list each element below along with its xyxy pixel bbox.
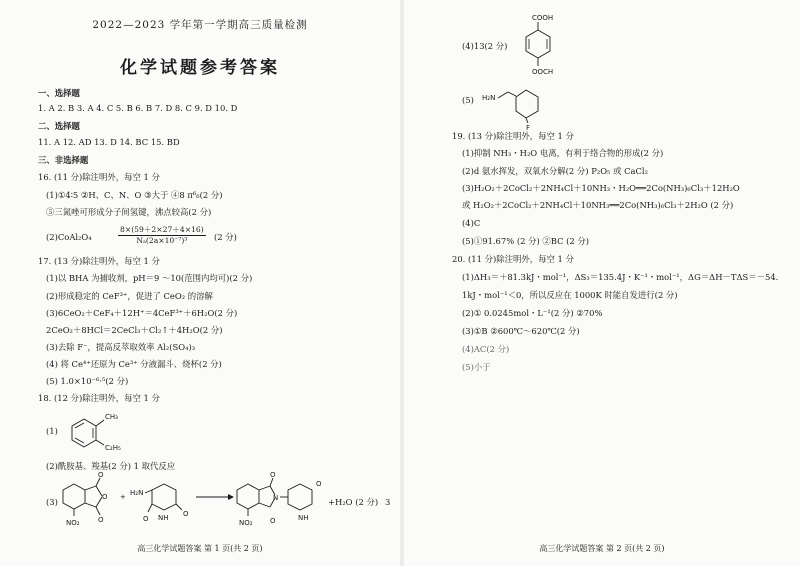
q16-part1: (1)①4∶5 ②H、C、N、O ③大于 ④8 π⁶₆(2 分) [46,190,223,200]
choice-answers: 1. A 2. B 3. A 4. C 5. B 6. B 7. D 8. C 9. D 10. D [38,103,238,113]
formyloxybenzoic-acid-structure [512,12,582,84]
aminoglutarimide [130,484,189,523]
q19-line5: (4)C [462,218,481,228]
q18-part3-label: (3) [46,497,58,507]
q20-line1: (1)ΔH₃＝＋81.3kJ・mol⁻¹，ΔS₃＝135.4J・K⁻¹・mol⁻¹，ΔG＝ΔH－TΔS＝－54. [462,272,779,282]
q18-part3-number: 3 [385,497,391,507]
svg-text:NH: NH [158,514,169,522]
svg-text:NO₂: NO₂ [66,519,80,527]
ethyl-label: C₂H₅ [105,444,121,452]
svg-text:NH: NH [298,514,309,522]
svg-text:H₂N: H₂N [130,489,144,497]
answer-page-2 [404,0,800,566]
svg-text:+: + [120,493,126,501]
q16-part1-note: ⑤三氮唑可形成分子间氢键，沸点较高(2 分) [46,207,212,217]
svg-text:O: O [98,471,104,479]
nitrophthalic-anhydride [63,471,108,527]
density-fraction [118,225,206,246]
page-title: 化学试题参考答案 [120,58,280,78]
q17-line2: (2)形成稳定的 CeF³⁺，促进了 CeO₂ 的溶解 [46,291,213,301]
q17-line3: (3)6CeO₂＋CeF₄＋12H⁺＝4CeF³⁺＋6H₂O(2 分) [46,308,238,318]
q19-line4: 或 H₂O₂＋2CoCl₂＋2NH₄Cl＋10NH₃══2Co(NH₃)₆Cl₃＋2H₂O (2 分) [462,200,734,210]
svg-text:O: O [316,480,322,488]
q19-line3: (3)H₂O₂＋2CoCl₂＋2NH₄Cl＋10NH₃・H₂O══2Co(NH₃)₆Cl₃＋12H₂O [462,183,740,193]
svg-text:H₂N: H₂N [482,94,496,102]
svg-text:O: O [270,517,276,525]
q17-header: 17. (13 分)除注明外，每空 1 分 [38,256,160,266]
fraction-denominator: Nₐ(2a×10⁻⁷)³ [136,236,188,245]
q20-line2: 1kJ・mol⁻¹＜0，所以反应在 1000K 时能自发进行(2 分) [462,290,678,300]
page-footer-2: 高三化学试题答案 第 2 页(共 2 页) [539,544,665,553]
svg-text:O: O [102,493,108,501]
ethyltoluene-structure [62,405,132,455]
q18-part2: (2)酰胺基、羧基(2 分) 1 取代反应 [46,461,176,471]
q20-line6: (5)小于 [462,362,491,372]
page-footer-1: 高三化学试题答案 第 1 页(共 2 页) [137,544,263,553]
q17-line5: (3)去除 F⁻，提高反萃取效率 Al₂(SO₄)₃ [46,342,196,352]
q19-line2: (2)d 氨水挥发，双氧水分解(2 分) P₂O₅ 或 CaCl₂ [462,166,648,176]
q18-header: 18. (12 分)除注明外，每空 1 分 [38,393,160,403]
fluorobenzylamine-structure [482,80,562,130]
q17-line6: (4) 将 Ce⁴⁺还原为 Ce³⁺ 分液漏斗、烧杯(2 分) [46,359,222,369]
q17-line7: (5) 1.0×10⁻⁶·⁵(2 分) [46,376,129,386]
svg-text:O: O [98,516,104,524]
q19-line6: (5)①91.67% (2 分) ②BC (2 分) [462,236,590,246]
methyl-label: CH₃ [105,413,118,421]
fraction-numerator: 8×(59＋2×27＋4×16) [120,225,204,234]
svg-text:NO₂: NO₂ [239,519,253,527]
q18-part1-label: (1) [46,426,58,436]
q17-line4: 2CeO₂＋8HCl＝2CeCl₃＋Cl₂↑＋4H₂O(2 分) [46,325,223,335]
q20-header: 20. (11 分)除注明外，每空 1 分 [452,254,574,264]
multi-choice-answers: 11. A 12. AD 13. D 14. BC 15. BD [38,137,180,147]
q20-line4: (3)①B ②600℃～620℃(2 分) [462,326,580,336]
q16-header: 16. (11 分)除注明外，每空 1 分 [38,172,160,182]
ooch-label: OOCH [532,68,554,76]
section-heading-nonchoice: 三、非选择题 [38,155,89,165]
q20-line3: (2)① 0.0245mol・L⁻¹(2 分) ②70% [462,308,603,318]
section-heading-multi-choice: 二、选择题 [38,121,80,131]
product-structure [237,471,322,527]
q16-part2-score: (2 分) [214,232,237,242]
svg-text:O: O [183,510,189,518]
q17-line1: (1)以 BHA 为捕收剂，pH＝9 ～10(范围内均可)(2 分) [46,273,253,283]
q18-part3-tail: +H₂O (2 分) [328,497,379,507]
svg-text:N: N [273,494,279,502]
fluoro-label: F [526,124,531,132]
q20-line5: (4)AC(2 分) [462,344,510,354]
q19-line1: (1)抑制 NH₃・H₂O 电离，有利于络合物的形成(2 分) [462,148,664,158]
svg-text:O: O [270,471,276,479]
q16-part2-formula: (2)CoAl₂O₄ [46,232,92,242]
exam-title: 2022—2023 学年第一学期高三质量检测 [92,19,308,31]
q18-part4: (4)13(2 分) [462,41,508,51]
q19-header: 19. (13 分)除注明外，每空 1 分 [452,131,574,141]
q18-part5-label: (5) [462,95,474,105]
section-heading-choice: 一、选择题 [38,88,80,98]
cooh-label: COOH [532,14,554,22]
svg-text:O: O [143,515,149,523]
